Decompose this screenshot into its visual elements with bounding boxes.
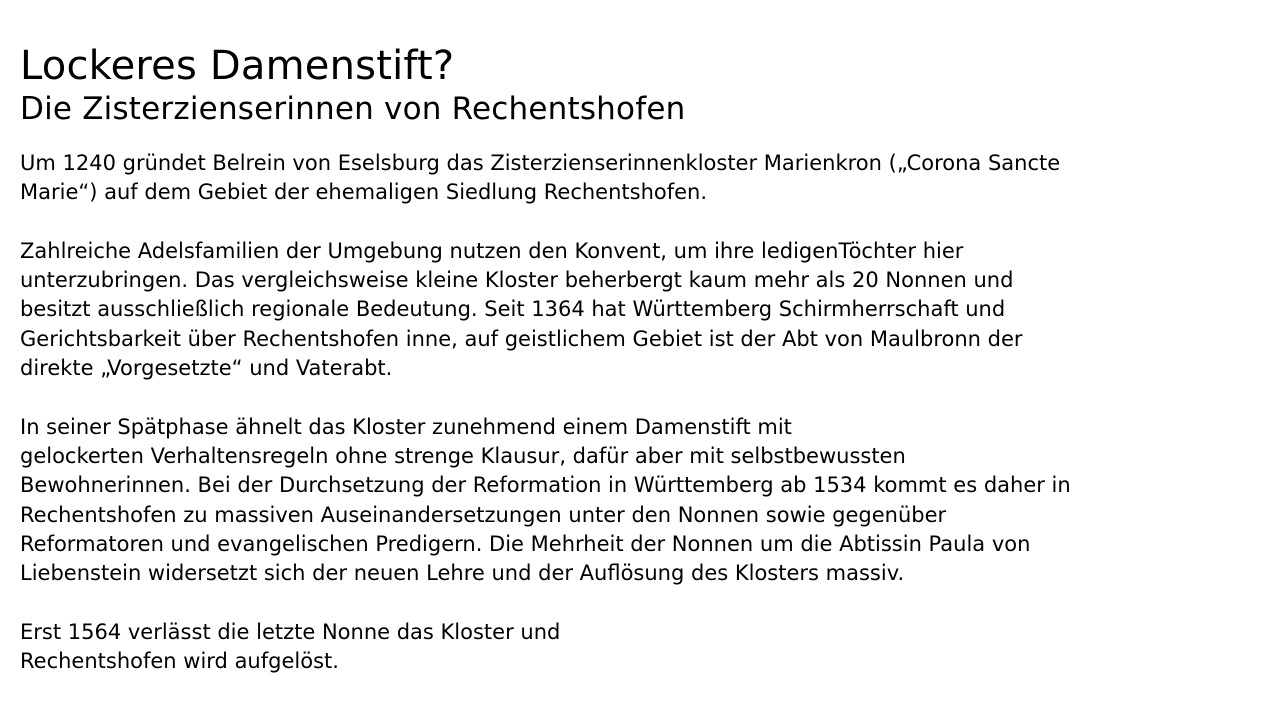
slide-body (20, 149, 1260, 676)
text-line: Liebenstein widersetzt sich der neuen Lehre und der Auflösung des Klosters massiv. (20, 561, 905, 586)
text-line: Gerichtsbarkeit über Rechentshofen inne, auf geistlichem Gebiet ist der Abt von Maulbronn der (20, 326, 1023, 351)
slide-title: Lockeres Damenstift? (20, 43, 455, 89)
text-line: Zahlreiche Adelsfamilien der Umgebung nutzen den Konvent, um ihre ledigenTöchter hier (20, 238, 964, 263)
text-line: Rechentshofen zu massiven Auseinandersetzungen unter den Nonnen sowie gegenüber (20, 502, 947, 527)
text-line: Bewohnerinnen. Bei der Durchsetzung der Reformation in Württemberg ab 1534 kommt es daher in (20, 473, 1071, 498)
text-line: Erst 1564 verlässt die letzte Nonne das Kloster und (20, 619, 561, 644)
text-line: Marie“) auf dem Gebiet der ehemaligen Siedlung Rechentshofen. (20, 180, 708, 205)
text-line: besitzt ausschließlich regionale Bedeutung. Seit 1364 hat Württemberg Schirmherrschaft und (20, 297, 1006, 322)
text-line: unterzubringen. Das vergleichsweise kleine Kloster beherbergt kaum mehr als 20 Nonnen und (20, 268, 1014, 293)
paragraph-founding (20, 149, 1260, 208)
text-line: gelockerten Verhaltensregeln ohne strenge Klausur, dafür aber mit selbstbewussten (20, 443, 906, 468)
slide-subtitle: Die Zisterzienserinnen von Rechentshofen (20, 91, 686, 127)
paragraph-reformation (20, 413, 1260, 589)
paragraph-dissolution (20, 618, 1260, 677)
text-line: In seiner Spätphase ähnelt das Kloster zunehmend einem Damenstift mit (20, 414, 792, 439)
paragraph-convent (20, 237, 1260, 383)
text-line: direkte „Vorgesetzte“ und Vaterabt. (20, 356, 393, 381)
text-line: Reformatoren und evangelischen Predigern. Die Mehrheit der Nonnen um die Abtissin Paula von (20, 531, 1031, 556)
text-line: Rechentshofen wird aufgelöst. (20, 649, 339, 674)
slide-content (20, 42, 1260, 706)
text-line: Um 1240 gründet Belrein von Eselsburg das Zisterzienserinnenkloster Marienkron („Corona Sancte (20, 151, 1061, 175)
